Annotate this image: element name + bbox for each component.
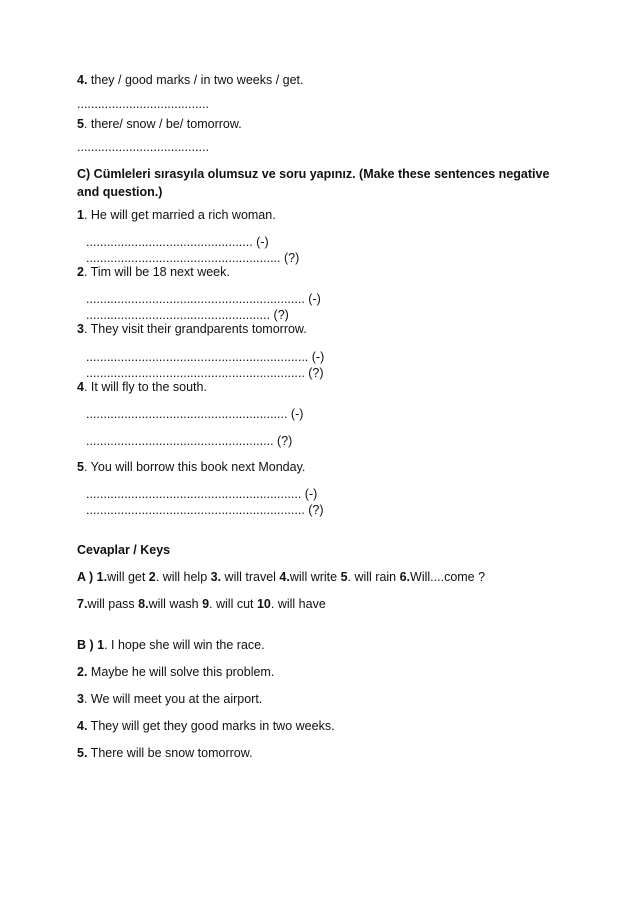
- section-c-item-4: [77, 380, 207, 395]
- key-number: 7.: [77, 597, 88, 611]
- exercise-item-5: [77, 117, 242, 132]
- exercise-item-4: [77, 73, 304, 88]
- key-answer: They will get they good marks in two weeks.: [87, 719, 335, 733]
- key-number: 2: [148, 570, 156, 584]
- keys-b-item-4: [77, 719, 335, 734]
- key-number: 3.: [210, 570, 222, 584]
- question-answer-line-5: ............................................................... (?): [86, 503, 324, 517]
- key-number: 3: [77, 692, 84, 706]
- section-c-heading: C) Cümleleri sırasyıla olumsuz ve soru yapınız. (Make these sentences negative and question.): [77, 167, 550, 199]
- key-number: 10: [256, 597, 271, 611]
- keys-heading: Cevaplar / Keys: [77, 543, 171, 557]
- negative-answer-line-5: .............................................................. (-): [86, 487, 318, 501]
- question-answer-line-3: ............................................................... (?): [86, 366, 324, 380]
- item-text: . there/ snow / be/ tomorrow.: [83, 117, 242, 131]
- keys-a-prefix: A ): [77, 570, 97, 584]
- key-number: 5.: [77, 746, 88, 760]
- section-c-item-5: [77, 460, 305, 475]
- key-answer: Will....come ?: [410, 570, 486, 584]
- keys-b-item-5: [77, 746, 253, 761]
- answer-line-4: ......................................: [77, 97, 209, 111]
- question-answer-line-4: ...................................................... (?): [86, 434, 293, 448]
- key-answer: . will cut: [209, 597, 257, 611]
- negative-answer-line-1: ................................................ (-): [86, 235, 269, 249]
- key-answer: will pass: [87, 597, 139, 611]
- key-number: 6.: [399, 570, 411, 584]
- key-answer: . will help: [155, 570, 211, 584]
- item-number: 4: [77, 380, 84, 394]
- item-text: . Tim will be 18 next week.: [83, 265, 230, 279]
- key-number: 2.: [77, 665, 88, 679]
- key-answer: . will have: [270, 597, 326, 611]
- key-number: 4.: [77, 719, 88, 733]
- key-number: B ) 1: [77, 638, 105, 652]
- keys-b-item-3: [77, 692, 262, 707]
- key-number: 4.: [279, 570, 290, 584]
- key-number: 5: [340, 570, 348, 584]
- negative-answer-line-2: ............................................................... (-): [86, 292, 321, 306]
- item-text: they / good marks / in two weeks / get.: [87, 73, 304, 87]
- keys-b-item-2: [77, 665, 274, 680]
- item-number: 5: [77, 117, 84, 131]
- keys-a-line-1: [77, 570, 485, 585]
- item-number: 2: [77, 265, 84, 279]
- section-c-item-2: [77, 265, 230, 280]
- item-text: . It will fly to the south.: [83, 380, 207, 394]
- keys-a-line-2: [77, 597, 326, 612]
- answer-line-5: ......................................: [77, 140, 209, 154]
- key-answer: will wash: [148, 597, 203, 611]
- key-answer: . I hope she will win the race.: [104, 638, 265, 652]
- item-number: 5: [77, 460, 84, 474]
- question-answer-line-2: ..................................................... (?): [86, 308, 289, 322]
- key-number: 9: [202, 597, 210, 611]
- key-answer: Maybe he will solve this problem.: [87, 665, 275, 679]
- negative-answer-line-4: .......................................................... (-): [86, 407, 304, 421]
- negative-answer-line-3: ................................................................ (-): [86, 350, 325, 364]
- item-text: . He will get married a rich woman.: [83, 208, 276, 222]
- key-answer: . will rain: [347, 570, 400, 584]
- key-answer: . We will meet you at the airport.: [83, 692, 263, 706]
- item-number: 3: [77, 322, 84, 336]
- key-answer: will get: [107, 570, 149, 584]
- key-number: 1.: [96, 570, 108, 584]
- section-c-item-3: [77, 322, 307, 337]
- item-number: 1: [77, 208, 84, 222]
- section-c-item-1: [77, 208, 276, 223]
- item-text: . You will borrow this book next Monday.: [83, 460, 306, 474]
- question-answer-line-1: ........................................................ (?): [86, 251, 300, 265]
- key-number: 8.: [138, 597, 149, 611]
- key-answer: will travel: [221, 570, 280, 584]
- item-number: 4.: [77, 73, 88, 87]
- key-answer: There will be snow tomorrow.: [87, 746, 253, 760]
- keys-b-item-1: [77, 638, 265, 653]
- key-answer: will write: [289, 570, 341, 584]
- item-text: . They visit their grandparents tomorrow.: [83, 322, 307, 336]
